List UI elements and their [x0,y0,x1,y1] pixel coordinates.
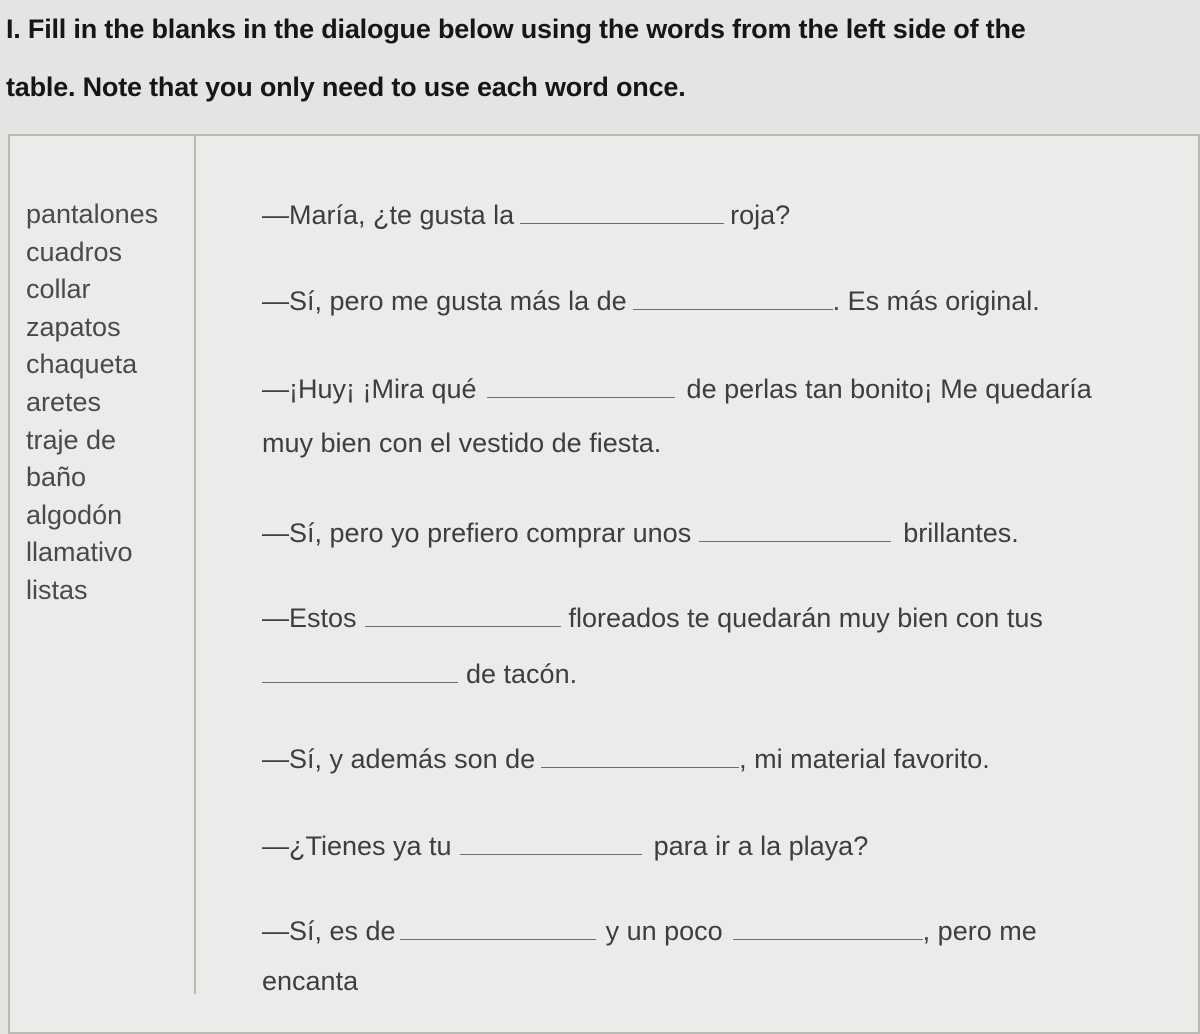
answer-blank-5[interactable] [365,625,561,627]
dialogue-text: y un poco [605,916,723,946]
dialogue-line-8-cont [262,966,358,997]
dialogue-line-5-cont [262,659,577,690]
dialogue-line-3-cont [262,428,661,459]
dialogue-line-2 [262,286,1040,317]
word-bank-item: chaqueta [26,349,138,380]
dialogue-text: —María, ¿te gusta la [262,200,515,230]
dialogue-text: roja? [730,200,791,230]
dialogue-text: . Es más original. [832,286,1040,316]
word-bank-item: llamativo [26,537,133,568]
exercise-table [8,134,1200,1034]
dialogue-text: para ir a la playa? [653,831,869,861]
dialogue-line-3 [262,374,1092,405]
dialogue-text: , pero me [922,916,1037,946]
answer-blank-9[interactable] [400,938,596,940]
dialogue-line-8 [262,916,1037,947]
dialogue-text: —¡Huy¡ ¡Mira qué [262,374,477,404]
dialogue-text: —¿Tienes ya tu [262,831,452,861]
answer-blank-4[interactable] [699,540,891,542]
dialogue-text: encanta [262,966,359,996]
dialogue-text: de tacón. [466,659,578,689]
dialogue-line-6 [262,744,990,775]
dialogue-text: , mi material favorito. [739,744,990,774]
word-bank-item: collar [26,274,91,305]
answer-blank-8[interactable] [460,853,642,855]
answer-blank-1[interactable] [520,222,724,224]
word-bank-item: baño [26,462,87,493]
table-column-divider [194,134,196,994]
word-bank [26,196,158,610]
answer-blank-2[interactable] [633,308,833,310]
dialogue-text: brillantes. [903,518,1019,548]
word-bank-item: traje de [26,424,117,455]
answer-blank-10[interactable] [733,938,923,940]
word-bank-item: zapatos [26,311,121,342]
dialogue-text: —Estos [262,603,357,633]
answer-blank-3[interactable] [487,396,675,398]
answer-blank-6[interactable] [262,681,458,683]
dialogue-text: —Sí, y además son de [262,744,536,774]
dialogue-line-4 [262,518,1019,549]
word-bank-item: listas [26,574,88,605]
dialogue-text: —Sí, pero me gusta más la de [262,286,627,316]
word-bank-item: cuadros [26,236,123,267]
dialogue-line-1 [262,200,790,231]
dialogue-line-7 [262,831,868,862]
answer-blank-7[interactable] [541,766,739,768]
dialogue-text: muy bien con el vestido de fiesta. [262,428,662,458]
word-bank-item: pantalones [26,199,159,229]
dialogue-text: —Sí, es de [262,916,396,946]
instructions-line-2: table. Note that you only need to use each word once. [6,72,686,102]
dialogue-text: de perlas tan bonito¡ Me quedaría [686,374,1092,404]
instructions-line-1: I. Fill in the blanks in the dialogue below using the words from the left side of the [6,14,1026,44]
dialogue-text: —Sí, pero yo prefiero comprar unos [262,518,692,548]
word-bank-item: algodón [26,499,123,530]
dialogue-text: floreados te quedarán muy bien con tus [568,603,1043,633]
word-bank-item: aretes [26,386,102,417]
dialogue-line-5 [262,603,1043,634]
instructions [6,0,1186,116]
